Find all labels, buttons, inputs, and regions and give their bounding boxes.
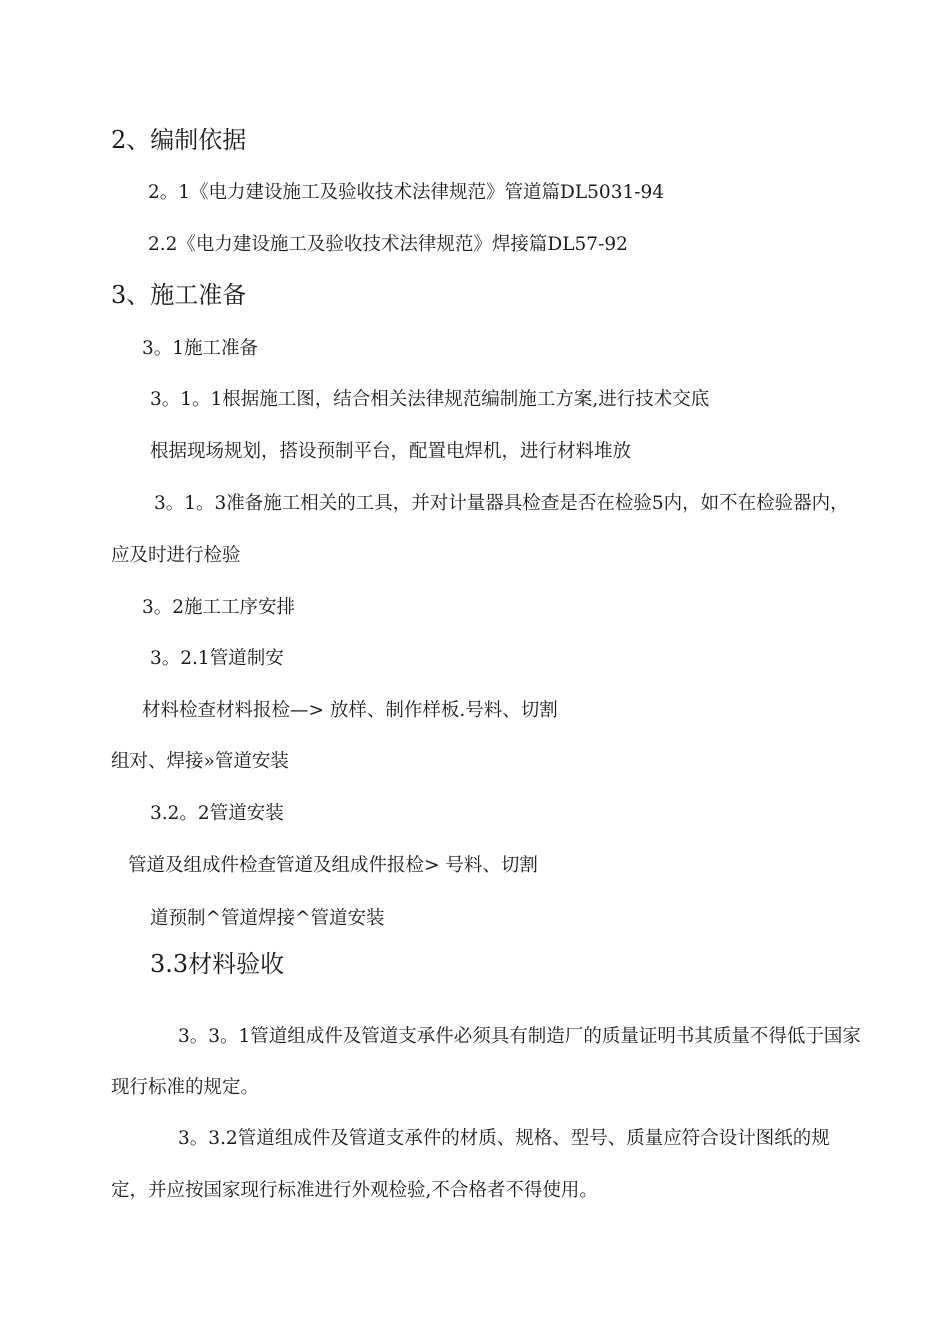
section-3-3-title: 3.3材料验收 xyxy=(150,950,285,978)
paragraph-3-1-3-line1: 3。1。3准备施工相关的工具，并对计量器具检查是否在检验5内，如不在检验器内， xyxy=(154,493,849,514)
section-3-2-title: 3。2施工工序安排 xyxy=(142,597,296,618)
section-3-2-2-title: 3.2。2管道安装 xyxy=(150,803,284,824)
paragraph-3-3-1-line2: 现行标准的规定。 xyxy=(111,1077,260,1098)
paragraph-3-3-2-line2: 定，并应按国家现行标准进行外观检验,不合格者不得使用。 xyxy=(111,1180,598,1201)
flow-3-2-2-line1: 管道及组成件检查管道及组成件报检> 号料、切割 xyxy=(128,855,538,876)
section-2-heading: 2、编制依据 xyxy=(111,126,247,154)
section-3-1-title: 3。1施工准备 xyxy=(142,338,259,359)
section-3-2-1-title: 3。2.1管道制安 xyxy=(150,648,284,669)
flow-3-2-1-line2: 组对、焊接»管道安装 xyxy=(111,751,289,772)
paragraph-3-3-2-line1: 3。3.2管道组成件及管道支承件的材质、规格、型号、质量应符合设计图纸的规 xyxy=(178,1128,830,1149)
paragraph-3-3-1-line1: 3。3。1管道组成件及管道支承件必须具有制造厂的质量证明书其质量不得低于国家 xyxy=(178,1026,861,1047)
flow-3-2-1-line1: 材料检查材料报检—> 放样、制作样板.号料、切割 xyxy=(142,700,558,721)
section-2-1-item: 2。1《电力建设施工及验收技术法律规范》管道篇DL5031-94 xyxy=(148,182,665,203)
paragraph-3-1-2: 根据现场规划，搭设预制平台，配置电焊机，进行材料堆放 xyxy=(150,441,632,462)
paragraph-3-1-3-line2: 应及时进行检验 xyxy=(111,545,241,566)
section-2-2-item: 2.2《电力建设施工及验收技术法律规范》焊接篇DL57-92 xyxy=(148,234,628,255)
flow-3-2-2-line2: 道预制^管道焊接^管道安装 xyxy=(150,908,385,929)
paragraph-3-1-1: 3。1。1根据施工图，结合相关法律规范编制施工方案,进行技术交底 xyxy=(150,389,710,410)
section-3-heading: 3、施工准备 xyxy=(111,281,247,309)
